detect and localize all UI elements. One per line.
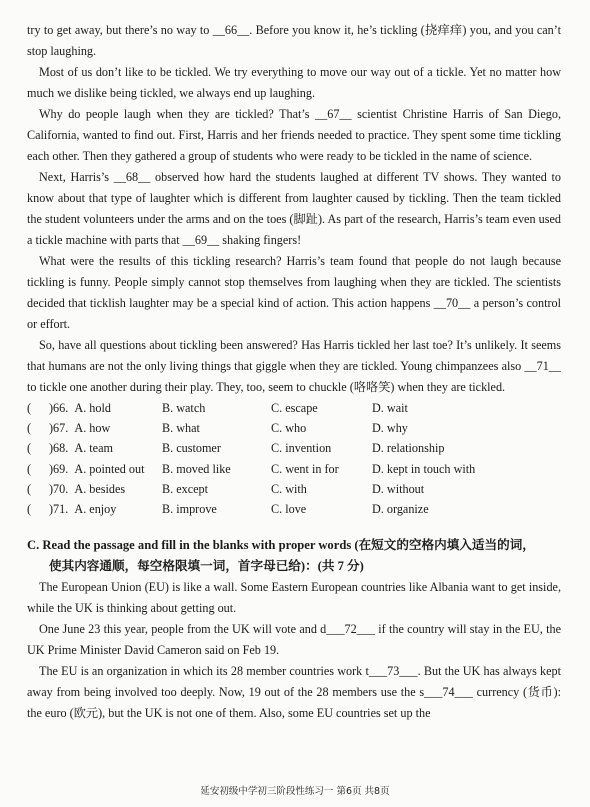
option-row xyxy=(27,479,561,499)
page-footer: 延安初级中学初三阶段性练习一 第6页 共8页 xyxy=(200,786,390,797)
option-d: D. relationship xyxy=(372,441,445,456)
paragraph: Why do people laugh when they are tickled? That’s __67__ scientist Christine Harris of San Diego, California, wanted to find out. First, Harris and her friends needed to practice. They spent some time tickling each other. Then they gathered a group of students who were ready to be tickled in the name of science. xyxy=(27,107,561,163)
section-c-heading-line2: 使其内容通顺，每空格限填一词，首字母已给)：(共 7 分) xyxy=(49,559,364,574)
option-row xyxy=(27,459,561,479)
option-c: C. love xyxy=(271,501,307,516)
option-a: A. team xyxy=(74,441,113,456)
option-b: B. watch xyxy=(162,401,206,415)
option-a: A. pointed out xyxy=(74,461,145,476)
paragraph: The EU is an organization in which its 28 member countries work t___73___. But the UK has always kept away from being involved too deeply. Now, 19 out of the 28 members use the s___74___ currency (货币): the euro (欧元), but the UK is not one of them. Also, some EU countries set up the xyxy=(27,664,561,721)
answer-paren: ( xyxy=(27,421,32,436)
passage-c xyxy=(27,577,561,724)
option-c: C. went in for xyxy=(271,461,339,476)
option-b: B. except xyxy=(162,481,209,496)
option-a: A. enjoy xyxy=(74,501,117,516)
option-a: A. how xyxy=(74,421,111,436)
question-and-option-a xyxy=(49,398,162,418)
option-d: D. without xyxy=(372,481,425,496)
option-d: D. organize xyxy=(372,501,429,516)
option-c: C. escape xyxy=(271,401,318,415)
option-a: A. besides xyxy=(74,481,126,496)
option-c: C. with xyxy=(271,481,307,496)
option-d: D. wait xyxy=(372,401,408,415)
option-b: B. moved like xyxy=(162,461,231,476)
question-number: )68. xyxy=(49,441,69,456)
option-b: B. customer xyxy=(162,441,221,456)
paragraph: What were the results of this tickling research? Harris’s team found that people do not laugh because tickling is funny. People simply cannot stop themselves from laughing when they are tickled. The scientists decided that ticklish laughter may be a special kind of action. This action happens __70__ a person’s control or effort. xyxy=(27,254,561,331)
option-d: D. kept in touch with xyxy=(372,461,476,476)
question-number: )69. xyxy=(49,461,69,476)
answer-paren: ( xyxy=(27,481,32,496)
question-and-option-a xyxy=(49,479,162,499)
section-c-heading xyxy=(27,535,561,577)
option-c: C. invention xyxy=(271,441,332,456)
answer-paren: ( xyxy=(27,441,32,456)
question-and-option-a xyxy=(49,499,162,519)
paragraph: One June 23 this year, people from the UK will vote and d___72___ if the country will stay in the EU, the UK Prime Minister David Cameron said on Feb 19. xyxy=(27,622,561,658)
question-number: )71. xyxy=(49,501,69,516)
question-number: )67. xyxy=(49,421,69,436)
answer-paren: ( xyxy=(27,401,32,415)
answer-paren: ( xyxy=(27,501,32,516)
question-number: )66. xyxy=(49,401,69,415)
exam-text xyxy=(27,20,561,724)
answer-paren: ( xyxy=(27,461,32,476)
passage-b xyxy=(27,20,561,398)
paragraph: Most of us don’t like to be tickled. We try everything to move our way out of a tickle. Yet no matter how much we dislike being tickled, we always end up laughing. xyxy=(27,65,561,100)
question-and-option-a xyxy=(49,418,162,438)
question-and-option-a xyxy=(49,438,162,458)
section-c-heading-line1: C. Read the passage and fill in the blanks with proper words (在短文的空格内填入适当的词， xyxy=(27,538,535,553)
paragraph: Next, Harris’s __68__ observed how hard the students laughed at different TV shows. They wanted to know about that type of laughter which is different from laughter caused by tickling. Then the team tickled the student volunteers under the arms and on the toes (脚趾). As part of the research, Harris’s team even used a tickle machine with parts that __69__ shaking fingers! xyxy=(27,170,561,247)
option-d: D. why xyxy=(372,421,408,436)
option-row xyxy=(27,438,561,458)
paragraph: The European Union (EU) is like a wall. Some Eastern European countries like Albania want to get inside, while the UK is thinking about getting out. xyxy=(27,580,561,616)
option-row xyxy=(27,499,561,519)
option-b: B. improve xyxy=(162,501,217,516)
question-number: )70. xyxy=(49,481,69,496)
option-c: C. who xyxy=(271,421,307,436)
question-and-option-a xyxy=(49,459,162,479)
option-a: A. hold xyxy=(74,401,111,415)
option-row xyxy=(27,418,561,438)
option-row xyxy=(27,398,561,418)
paragraph: So, have all questions about tickling been answered? Has Harris tickled her last toe? It’s unlikely. It seems that humans are not the only living things that giggle when they are tickled. Young chimpanzees also __71__ to tickle one another during their play. They, too, seem to chuckle (咯咯笑) when they are tickled. xyxy=(27,338,561,394)
options-table xyxy=(27,398,561,519)
paragraph: try to get away, but there’s no way to __66__. Before you know it, he’s tickling (挠痒痒) you, and you can’t stop laughing. xyxy=(27,23,561,58)
option-b: B. what xyxy=(162,421,200,436)
